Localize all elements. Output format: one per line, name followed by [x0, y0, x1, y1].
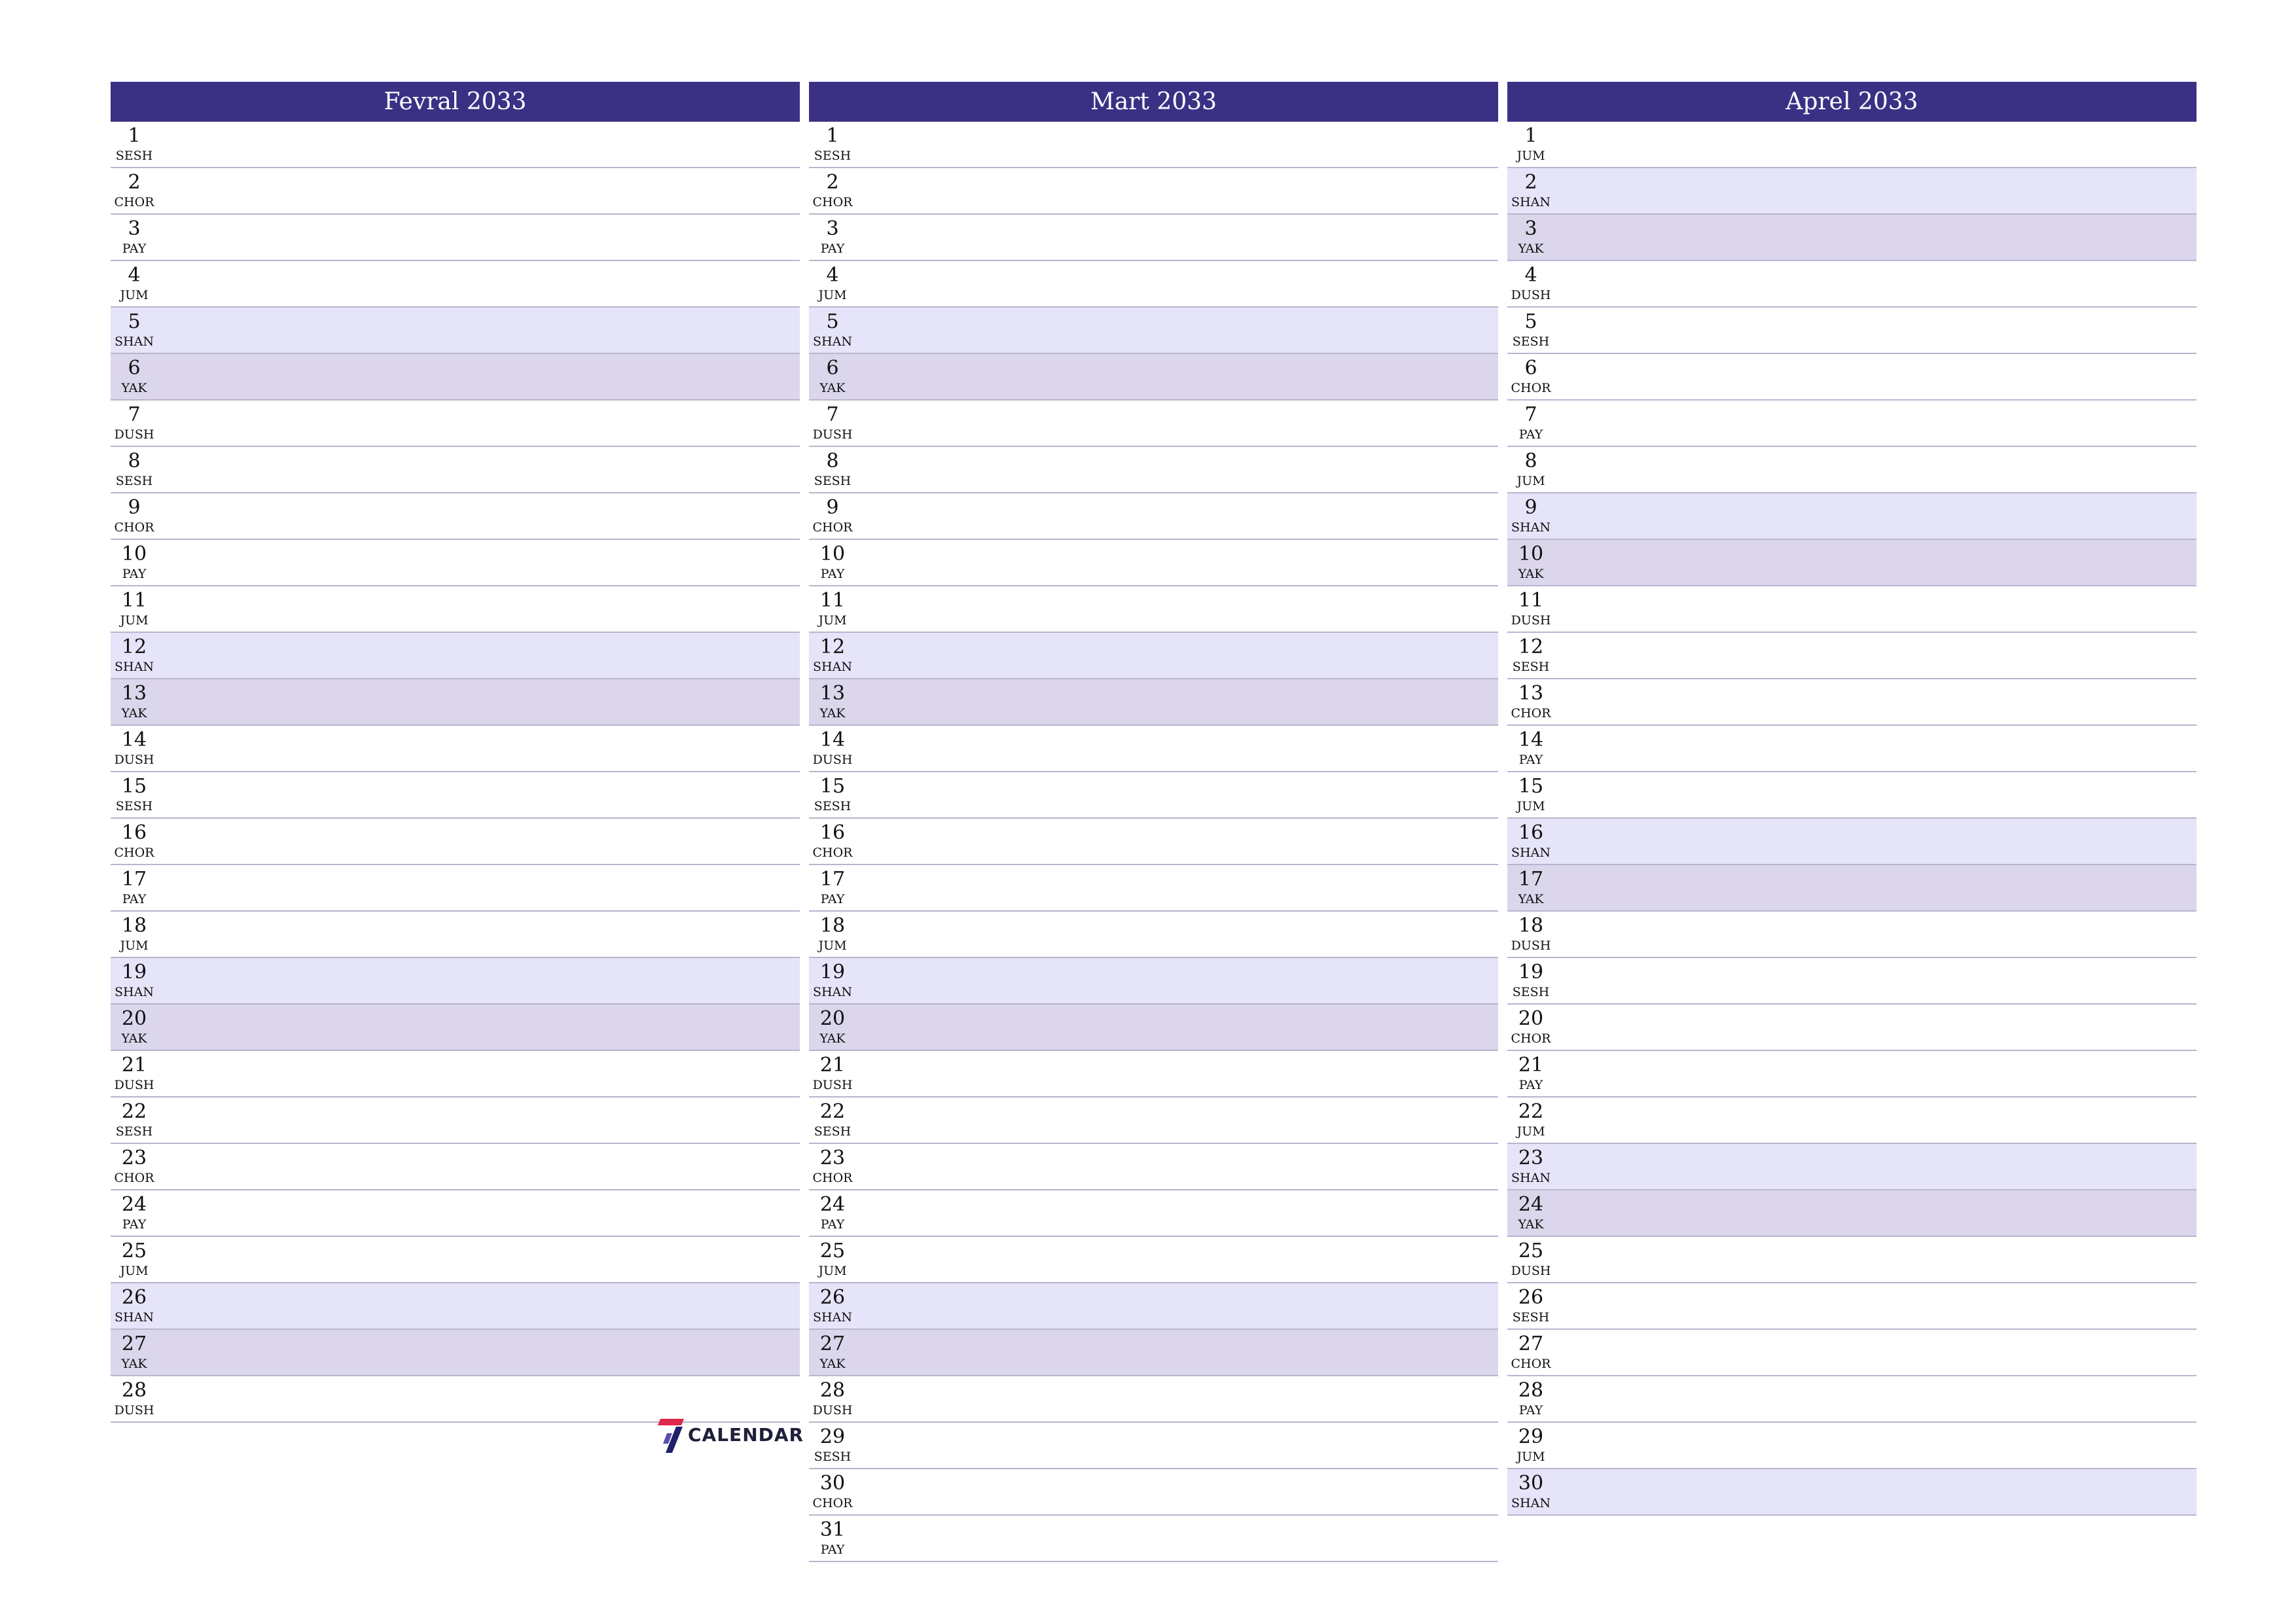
day-number: 6: [826, 357, 839, 380]
day-row[interactable]: [809, 401, 1498, 447]
day-row[interactable]: [111, 958, 800, 1005]
day-number: 16: [121, 821, 147, 844]
day-row[interactable]: [111, 912, 800, 958]
day-row[interactable]: [809, 586, 1498, 633]
day-row[interactable]: [111, 586, 800, 633]
day-row[interactable]: [809, 1005, 1498, 1051]
weekday-name: SESH: [115, 1124, 153, 1139]
weekday-name: JUM: [1516, 1124, 1545, 1139]
month-column-april: [1507, 82, 2197, 1516]
day-row[interactable]: [1507, 540, 2197, 586]
weekday-name: YAK: [819, 1357, 846, 1371]
day-row[interactable]: [809, 540, 1498, 586]
day-number: 21: [121, 1054, 147, 1077]
day-number: 21: [1518, 1054, 1544, 1077]
weekday-name: CHOR: [812, 1496, 853, 1510]
weekday-name: SHAN: [813, 985, 852, 999]
day-row[interactable]: [111, 1283, 800, 1330]
day-number: 13: [1518, 682, 1544, 705]
weekday-name: DUSH: [812, 1078, 853, 1092]
weekday-name: PAY: [1518, 427, 1543, 442]
day-number: 16: [819, 821, 846, 844]
day-number: 8: [826, 450, 839, 473]
weekday-name: PAY: [1518, 1078, 1543, 1092]
seven-logo-icon: [658, 1418, 687, 1454]
day-row[interactable]: [809, 1237, 1498, 1283]
weekday-name: DUSH: [812, 1403, 853, 1418]
day-row[interactable]: [1507, 168, 2197, 215]
day-number: 26: [819, 1286, 846, 1309]
day-number: 22: [819, 1100, 846, 1123]
day-row[interactable]: [1507, 772, 2197, 819]
day-row[interactable]: [111, 493, 800, 540]
day-row[interactable]: [1507, 726, 2197, 772]
weekday-name: CHOR: [1511, 1031, 1551, 1046]
day-row[interactable]: [111, 1330, 800, 1376]
day-number: 16: [1518, 821, 1544, 844]
day-row[interactable]: [111, 354, 800, 401]
day-number: 10: [819, 543, 846, 565]
day-number: 6: [128, 357, 141, 380]
month-column-february: [111, 82, 800, 1423]
day-row[interactable]: [809, 679, 1498, 726]
day-number: 17: [1518, 868, 1544, 891]
weekday-name: SESH: [814, 474, 852, 488]
weekday-name: SESH: [814, 799, 852, 813]
weekday-name: PAY: [1518, 1403, 1543, 1418]
day-row[interactable]: [1507, 308, 2197, 354]
weekday-name: SHAN: [1511, 520, 1551, 535]
day-number: 13: [819, 682, 846, 705]
day-row[interactable]: [1507, 1469, 2197, 1516]
weekday-name: JUM: [818, 288, 847, 302]
weekday-name: SHAN: [115, 660, 154, 674]
day-row[interactable]: [1507, 493, 2197, 540]
weekday-name: YAK: [1518, 241, 1544, 256]
weekday-name: SHAN: [115, 334, 154, 349]
weekday-name: PAY: [122, 241, 147, 256]
day-number: 23: [121, 1147, 147, 1169]
day-row[interactable]: [1507, 679, 2197, 726]
day-number: 17: [121, 868, 147, 891]
day-row[interactable]: [809, 1516, 1498, 1562]
day-number: 25: [1518, 1240, 1544, 1262]
day-number: 2: [1524, 171, 1537, 194]
weekday-name: SHAN: [813, 334, 852, 349]
weekday-name: YAK: [121, 381, 147, 395]
day-row[interactable]: [809, 1097, 1498, 1144]
weekday-name: PAY: [122, 567, 147, 581]
weekday-name: YAK: [819, 706, 846, 721]
day-row[interactable]: [1507, 1330, 2197, 1376]
weekday-name: PAY: [820, 567, 845, 581]
weekday-name: CHOR: [1511, 1357, 1551, 1371]
day-row[interactable]: [1507, 819, 2197, 865]
day-row[interactable]: [809, 772, 1498, 819]
day-number: 23: [819, 1147, 846, 1169]
weekday-name: CHOR: [1511, 381, 1551, 395]
day-row[interactable]: [809, 865, 1498, 912]
month-title: Fevral 2033: [111, 82, 800, 122]
weekday-name: PAY: [122, 892, 147, 906]
day-number: 14: [1518, 728, 1544, 751]
day-number: 24: [819, 1193, 846, 1216]
weekday-name: YAK: [819, 381, 846, 395]
day-number: 8: [128, 450, 141, 473]
weekday-name: PAY: [820, 892, 845, 906]
weekday-name: CHOR: [812, 195, 853, 209]
day-row[interactable]: [111, 1190, 800, 1237]
day-row[interactable]: [1507, 1283, 2197, 1330]
weekday-name: CHOR: [812, 846, 853, 860]
day-number: 13: [121, 682, 147, 705]
weekday-name: SHAN: [1511, 846, 1551, 860]
day-row[interactable]: [111, 1051, 800, 1097]
day-number: 17: [819, 868, 846, 891]
day-number: 1: [1524, 124, 1537, 147]
weekday-name: SESH: [115, 149, 153, 163]
day-row[interactable]: [1507, 1423, 2197, 1469]
day-list: [1507, 122, 2197, 1516]
day-row[interactable]: [111, 261, 800, 308]
day-number: 26: [1518, 1286, 1544, 1309]
day-row[interactable]: [1507, 447, 2197, 493]
day-number: 1: [128, 124, 141, 147]
day-row[interactable]: [1507, 215, 2197, 261]
weekday-name: SHAN: [1511, 1496, 1551, 1510]
day-number: 12: [121, 635, 147, 658]
weekday-name: YAK: [819, 1031, 846, 1046]
day-row[interactable]: [1507, 1051, 2197, 1097]
month-column-march: [809, 82, 1498, 1562]
weekday-name: YAK: [121, 706, 147, 721]
weekday-name: DUSH: [114, 427, 154, 442]
month-title: Mart 2033: [809, 82, 1498, 122]
day-number: 19: [819, 961, 846, 984]
weekday-name: DUSH: [1511, 1264, 1551, 1278]
day-row[interactable]: [1507, 958, 2197, 1005]
day-row[interactable]: [111, 1237, 800, 1283]
weekday-name: SESH: [814, 149, 852, 163]
day-number: 28: [121, 1379, 147, 1402]
day-number: 14: [819, 728, 846, 751]
day-row[interactable]: [809, 819, 1498, 865]
weekday-name: SESH: [1512, 334, 1550, 349]
day-number: 24: [121, 1193, 147, 1216]
day-number: 3: [826, 217, 839, 240]
day-number: 29: [1518, 1425, 1544, 1448]
weekday-name: JUM: [1516, 149, 1545, 163]
day-row[interactable]: [809, 261, 1498, 308]
weekday-name: SESH: [115, 474, 153, 488]
weekday-name: JUM: [818, 1264, 847, 1278]
day-list: [809, 122, 1498, 1562]
day-number: 3: [1524, 217, 1537, 240]
day-number: 27: [819, 1332, 846, 1355]
day-row[interactable]: [809, 958, 1498, 1005]
weekday-name: SHAN: [115, 985, 154, 999]
day-number: 12: [819, 635, 846, 658]
day-number: 1: [826, 124, 839, 147]
weekday-name: JUM: [120, 288, 149, 302]
day-number: 28: [819, 1379, 846, 1402]
weekday-name: DUSH: [114, 1403, 154, 1418]
day-row[interactable]: [1507, 354, 2197, 401]
day-row[interactable]: [1507, 633, 2197, 679]
day-row[interactable]: [111, 633, 800, 679]
day-number: 14: [121, 728, 147, 751]
weekday-name: SHAN: [1511, 195, 1551, 209]
day-row[interactable]: [1507, 865, 2197, 912]
day-row[interactable]: [809, 1051, 1498, 1097]
day-row[interactable]: [809, 354, 1498, 401]
day-row[interactable]: [1507, 912, 2197, 958]
weekday-name: SESH: [1512, 1310, 1550, 1325]
logo-text: CALENDAR: [688, 1424, 804, 1446]
day-row[interactable]: [111, 772, 800, 819]
weekday-name: DUSH: [114, 1078, 154, 1092]
day-row[interactable]: [809, 1190, 1498, 1237]
weekday-name: SHAN: [1511, 1171, 1551, 1185]
day-number: 31: [819, 1518, 846, 1541]
day-number: 26: [121, 1286, 147, 1309]
day-number: 9: [1524, 496, 1537, 519]
day-row[interactable]: [1507, 401, 2197, 447]
day-row[interactable]: [809, 912, 1498, 958]
weekday-name: YAK: [121, 1031, 147, 1046]
weekday-name: YAK: [121, 1357, 147, 1371]
day-number: 5: [1524, 310, 1537, 333]
day-number: 27: [121, 1332, 147, 1355]
weekday-name: JUM: [818, 938, 847, 953]
day-row[interactable]: [111, 679, 800, 726]
day-row[interactable]: [809, 1283, 1498, 1330]
weekday-name: CHOR: [114, 1171, 154, 1185]
day-number: 18: [121, 914, 147, 937]
day-number: 25: [819, 1240, 846, 1262]
day-number: 29: [819, 1425, 846, 1448]
day-number: 19: [121, 961, 147, 984]
day-row[interactable]: [111, 168, 800, 215]
weekday-name: JUM: [1516, 799, 1545, 813]
day-row[interactable]: [1507, 1190, 2197, 1237]
weekday-name: DUSH: [114, 753, 154, 767]
weekday-name: JUM: [818, 613, 847, 628]
day-row[interactable]: [1507, 122, 2197, 168]
day-row[interactable]: [1507, 1237, 2197, 1283]
weekday-name: SHAN: [813, 660, 852, 674]
day-number: 7: [128, 403, 141, 426]
day-row[interactable]: [1507, 1097, 2197, 1144]
weekday-name: SESH: [115, 799, 153, 813]
day-number: 7: [826, 403, 839, 426]
weekday-name: PAY: [820, 1217, 845, 1232]
weekday-name: DUSH: [1511, 288, 1551, 302]
day-number: 5: [128, 310, 141, 333]
day-row[interactable]: [809, 168, 1498, 215]
day-row[interactable]: [111, 1144, 800, 1190]
day-row[interactable]: [111, 1005, 800, 1051]
day-number: 22: [1518, 1100, 1544, 1123]
weekday-name: DUSH: [812, 427, 853, 442]
weekday-name: PAY: [820, 1543, 845, 1557]
day-row[interactable]: [111, 540, 800, 586]
weekday-name: CHOR: [114, 195, 154, 209]
day-row[interactable]: [809, 447, 1498, 493]
day-number: 15: [121, 775, 147, 798]
weekday-name: SESH: [814, 1124, 852, 1139]
weekday-name: DUSH: [812, 753, 853, 767]
day-number: 22: [121, 1100, 147, 1123]
weekday-name: JUM: [120, 938, 149, 953]
day-number: 18: [1518, 914, 1544, 937]
weekday-name: DUSH: [1511, 938, 1551, 953]
weekday-name: PAY: [122, 1217, 147, 1232]
weekday-name: YAK: [1518, 567, 1544, 581]
day-row[interactable]: [809, 1144, 1498, 1190]
day-row[interactable]: [809, 1376, 1498, 1423]
day-row[interactable]: [111, 1097, 800, 1144]
day-number: 10: [1518, 543, 1544, 565]
weekday-name: SESH: [1512, 660, 1550, 674]
day-row[interactable]: [1507, 1144, 2197, 1190]
day-number: 2: [128, 171, 141, 194]
day-number: 11: [1518, 589, 1544, 612]
weekday-name: SHAN: [115, 1310, 154, 1325]
day-number: 12: [1518, 635, 1544, 658]
day-number: 28: [1518, 1379, 1544, 1402]
weekday-name: CHOR: [812, 520, 853, 535]
day-number: 11: [121, 589, 147, 612]
day-row[interactable]: [111, 819, 800, 865]
weekday-name: YAK: [1518, 892, 1544, 906]
weekday-name: JUM: [120, 1264, 149, 1278]
day-row[interactable]: [809, 1469, 1498, 1516]
weekday-name: CHOR: [812, 1171, 853, 1185]
day-number: 30: [1518, 1472, 1544, 1495]
day-number: 4: [128, 264, 141, 287]
day-row[interactable]: [1507, 261, 2197, 308]
day-number: 20: [819, 1007, 846, 1030]
day-number: 18: [819, 914, 846, 937]
day-number: 11: [819, 589, 846, 612]
calendar-logo[interactable]: [658, 1418, 804, 1454]
weekday-name: SESH: [1512, 985, 1550, 999]
day-number: 19: [1518, 961, 1544, 984]
day-row[interactable]: [111, 215, 800, 261]
day-number: 9: [128, 496, 141, 519]
weekday-name: JUM: [1516, 474, 1545, 488]
day-row[interactable]: [1507, 586, 2197, 633]
day-number: 6: [1524, 357, 1537, 380]
day-number: 8: [1524, 450, 1537, 473]
day-number: 20: [1518, 1007, 1544, 1030]
day-number: 4: [826, 264, 839, 287]
day-row[interactable]: [809, 633, 1498, 679]
day-number: 24: [1518, 1193, 1544, 1216]
day-row[interactable]: [111, 1376, 800, 1423]
day-number: 23: [1518, 1147, 1544, 1169]
weekday-name: SHAN: [813, 1310, 852, 1325]
day-row[interactable]: [809, 493, 1498, 540]
day-number: 15: [1518, 775, 1544, 798]
day-number: 7: [1524, 403, 1537, 426]
weekday-name: SESH: [814, 1450, 852, 1464]
day-number: 21: [819, 1054, 846, 1077]
weekday-name: YAK: [1518, 1217, 1544, 1232]
day-row[interactable]: [809, 308, 1498, 354]
day-number: 27: [1518, 1332, 1544, 1355]
day-row[interactable]: [1507, 1376, 2197, 1423]
day-row[interactable]: [111, 726, 800, 772]
weekday-name: CHOR: [114, 520, 154, 535]
weekday-name: PAY: [820, 241, 845, 256]
weekday-name: JUM: [1516, 1450, 1545, 1464]
day-row[interactable]: [809, 122, 1498, 168]
day-number: 3: [128, 217, 141, 240]
day-number: 15: [819, 775, 846, 798]
day-number: 25: [121, 1240, 147, 1262]
day-row[interactable]: [111, 447, 800, 493]
day-row[interactable]: [111, 865, 800, 912]
weekday-name: CHOR: [1511, 706, 1551, 721]
day-row[interactable]: [111, 122, 800, 168]
day-row[interactable]: [111, 401, 800, 447]
day-row[interactable]: [809, 1330, 1498, 1376]
month-title: Aprel 2033: [1507, 82, 2197, 122]
day-row[interactable]: [809, 1423, 1498, 1469]
day-number: 4: [1524, 264, 1537, 287]
day-number: 10: [121, 543, 147, 565]
day-row[interactable]: [111, 308, 800, 354]
day-number: 20: [121, 1007, 147, 1030]
weekday-name: DUSH: [1511, 613, 1551, 628]
weekday-name: JUM: [120, 613, 149, 628]
weekday-name: PAY: [1518, 753, 1543, 767]
day-number: 30: [819, 1472, 846, 1495]
day-row[interactable]: [809, 215, 1498, 261]
day-row[interactable]: [809, 726, 1498, 772]
day-number: 5: [826, 310, 839, 333]
day-number: 9: [826, 496, 839, 519]
day-list: [111, 122, 800, 1423]
day-number: 2: [826, 171, 839, 194]
day-row[interactable]: [1507, 1005, 2197, 1051]
weekday-name: CHOR: [114, 846, 154, 860]
